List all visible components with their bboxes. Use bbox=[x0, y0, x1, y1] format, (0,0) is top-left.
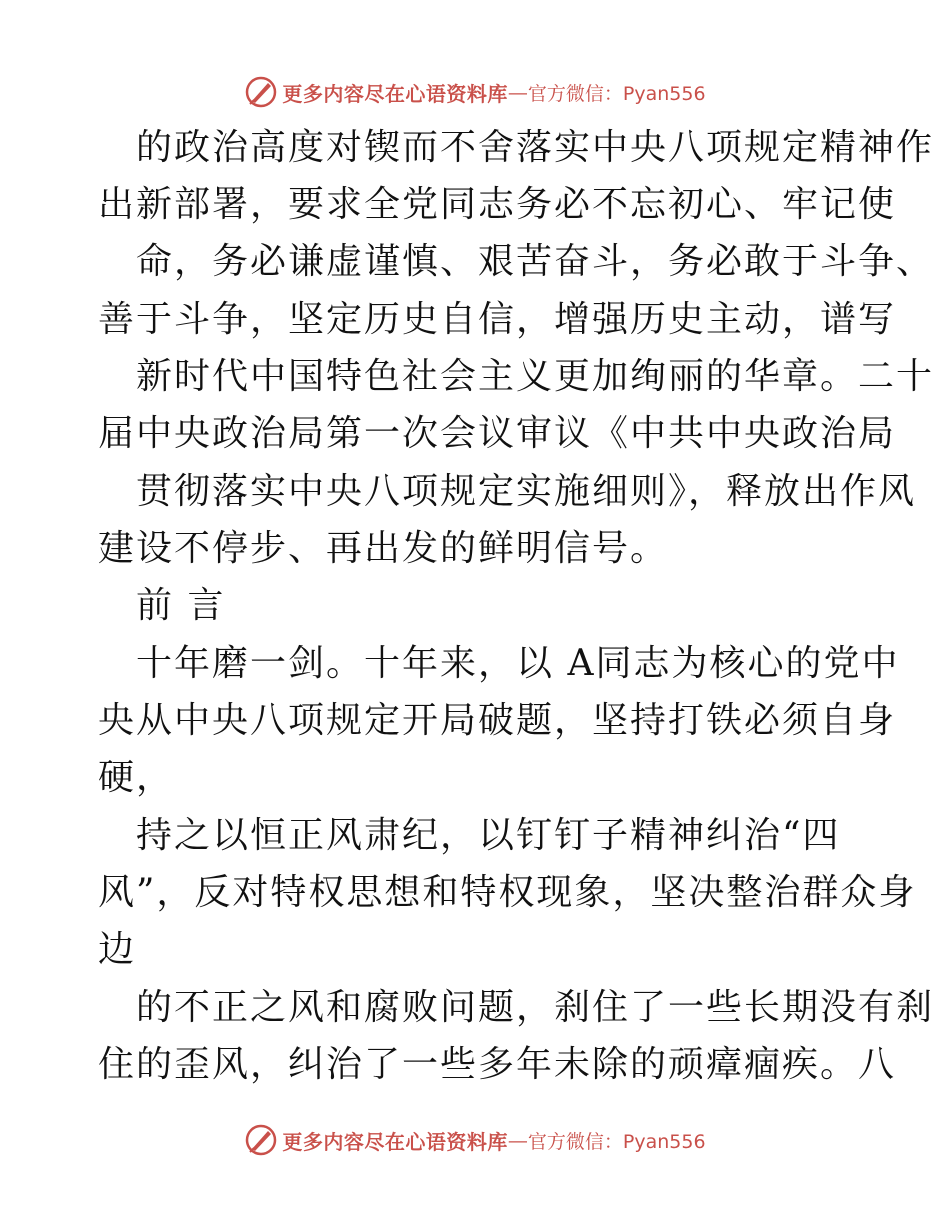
text-line: 持之以恒正风肃纪，以钉钉子精神纠治“四 bbox=[136, 815, 841, 856]
text-line: 的政治高度对锲而不舍落实中央八项规定精神作 bbox=[136, 127, 935, 168]
text-line: 的不正之风和腐败问题，刹住了一些长期没有刹 bbox=[136, 987, 935, 1028]
text-line: 十年磨一剑。十年来，以 A同志为核心的党中 bbox=[136, 643, 900, 684]
footer-watermark bbox=[0, 1120, 950, 1160]
text-line: 央从中央八项规定开局破题，坚持打铁必须自身 bbox=[98, 700, 897, 741]
text-line: 边 bbox=[98, 929, 137, 970]
text-line: 新时代中国特色社会主义更加绚丽的华章。二十 bbox=[136, 356, 935, 397]
text-line: 届中央政治局第一次会议审议《中共中央政治局 bbox=[98, 413, 897, 454]
text-line: 善于斗争，坚定历史自信，增强历史主动，谱写 bbox=[98, 299, 897, 340]
header-watermark bbox=[0, 72, 950, 112]
text-line: 住的歪风，纠治了一些多年未除的顽瘴痼疾。八 bbox=[98, 1044, 897, 1085]
watermark-contact: 官方微信：Pyan556 bbox=[527, 82, 706, 105]
watermark-contact: 官方微信：Pyan556 bbox=[527, 1130, 706, 1153]
text-line: 贯彻落实中央八项规定实施细则》，释放出作风 bbox=[136, 471, 917, 512]
quill-pen-logo-icon bbox=[244, 1123, 278, 1157]
text-line: 建设不停步、再出发的鲜明信号。 bbox=[98, 528, 669, 569]
quill-pen-logo-icon bbox=[244, 75, 278, 109]
text-line: 硬， bbox=[98, 757, 175, 798]
watermark-site-name: 更多内容尽在心语资料库 bbox=[282, 81, 508, 106]
text-line: 出新部署，要求全党同志务必不忘初心、牢记使 bbox=[98, 184, 897, 225]
section-heading: 前 言 bbox=[136, 585, 226, 626]
watermark-site-name: 更多内容尽在心语资料库 bbox=[282, 1129, 508, 1154]
text-line: 风”，反对特权思想和特权现象，坚决整治群众身 bbox=[98, 872, 917, 913]
watermark-dash: — bbox=[507, 1128, 528, 1152]
text-line: 命，务必谦虚谨慎、艰苦奋斗，务必敢于斗争、 bbox=[136, 241, 935, 282]
watermark-dash: — bbox=[507, 80, 528, 104]
